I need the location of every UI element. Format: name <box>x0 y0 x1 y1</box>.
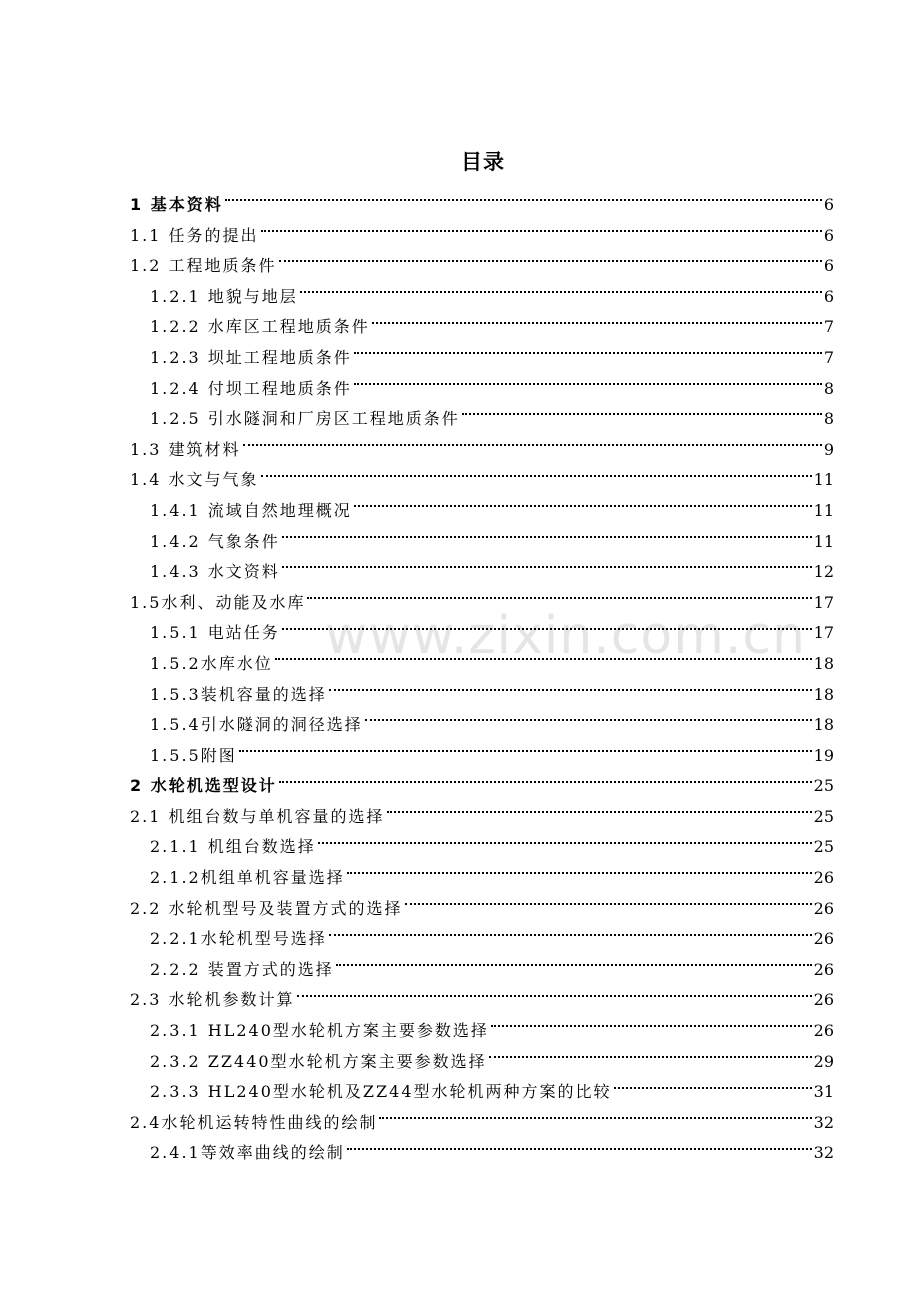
toc-entry-page-number: 26 <box>813 898 834 918</box>
toc-entry-label: 1.3 建筑材料 <box>130 439 241 459</box>
toc-entry-label: 2.1.2机组单机容量选择 <box>150 868 345 888</box>
toc-entry-page-number: 11 <box>813 531 834 551</box>
toc-entry-label: 1.1 任务的提出 <box>130 225 259 245</box>
toc-entry[interactable] <box>130 435 834 466</box>
toc-entry[interactable] <box>130 343 834 374</box>
toc-entry[interactable] <box>130 190 834 221</box>
toc-entry-label: 2.1.1 机组台数选择 <box>150 837 316 857</box>
toc-entry-page-number: 25 <box>813 776 834 796</box>
toc-entry-page-number: 8 <box>823 378 834 398</box>
toc-leader-dots <box>347 1148 812 1150</box>
toc-entry[interactable] <box>130 863 834 894</box>
toc-entry[interactable] <box>130 985 834 1016</box>
toc-entry-label: 1.5水利、动能及水库 <box>130 592 306 612</box>
toc-entry[interactable] <box>130 832 834 863</box>
toc-entry-label: 1.5.3装机容量的选择 <box>150 684 327 704</box>
toc-entry-label: 1.4.2 气象条件 <box>150 531 280 551</box>
toc-entry-page-number: 6 <box>823 195 834 214</box>
toc-entry[interactable] <box>130 894 834 925</box>
toc-leader-dots <box>372 322 822 324</box>
toc-entry-page-number: 7 <box>823 347 834 367</box>
toc-entry-page-number: 25 <box>813 837 834 857</box>
toc-leader-dots <box>282 566 812 568</box>
toc-entry-page-number: 7 <box>823 317 834 337</box>
toc-entry[interactable] <box>130 1047 834 1078</box>
toc-leader-dots <box>279 260 822 262</box>
toc-entry-page-number: 12 <box>813 562 834 582</box>
table-of-contents <box>130 190 834 1169</box>
toc-entry-page-number: 31 <box>813 1082 834 1102</box>
toc-entry-label: 2.4.1等效率曲线的绘制 <box>150 1143 345 1163</box>
toc-entry-page-number: 19 <box>813 745 834 765</box>
toc-entry-label: 1.5.5附图 <box>150 745 237 765</box>
toc-entry[interactable] <box>130 924 834 955</box>
toc-entry[interactable] <box>130 618 834 649</box>
toc-entry-page-number: 11 <box>813 500 834 520</box>
toc-entry[interactable] <box>130 771 834 802</box>
toc-entry-label: 2.3.2 ZZ440型水轮机方案主要参数选择 <box>150 1051 487 1071</box>
toc-entry-label: 2 水轮机选型设计 <box>130 776 277 796</box>
toc-entry-page-number: 6 <box>823 286 834 306</box>
toc-entry-label: 2.3.1 HL240型水轮机方案主要参数选择 <box>150 1021 489 1041</box>
toc-entry[interactable] <box>130 404 834 435</box>
toc-entry-label: 1 基本资料 <box>130 195 223 214</box>
toc-entry[interactable] <box>130 741 834 772</box>
watermark: www.zixin.com.cn <box>325 606 806 666</box>
toc-entry-label: 1.2.5 引水隧洞和厂房区工程地质条件 <box>150 409 460 429</box>
toc-entry-page-number: 26 <box>813 990 834 1010</box>
toc-leader-dots <box>297 995 812 997</box>
toc-entry[interactable] <box>130 221 834 252</box>
toc-entry-label: 1.2.4 付坝工程地质条件 <box>150 378 352 398</box>
toc-entry[interactable] <box>130 802 834 833</box>
toc-leader-dots <box>347 872 812 874</box>
toc-entry-label: 1.4 水文与气象 <box>130 470 259 490</box>
toc-leader-dots <box>282 628 812 630</box>
toc-entry[interactable] <box>130 680 834 711</box>
toc-entry-label: 1.4.3 水文资料 <box>150 562 280 582</box>
toc-entry[interactable] <box>130 1138 834 1169</box>
toc-entry-label: 2.1 机组台数与单机容量的选择 <box>130 806 385 826</box>
toc-entry-page-number: 17 <box>813 623 834 643</box>
toc-leader-dots <box>261 475 812 477</box>
toc-leader-dots <box>243 444 822 446</box>
toc-leader-dots <box>614 1087 812 1089</box>
toc-entry-label: 1.2.2 水库区工程地质条件 <box>150 317 370 337</box>
toc-entry[interactable] <box>130 496 834 527</box>
toc-leader-dots <box>491 1025 812 1027</box>
toc-entry-page-number: 6 <box>823 225 834 245</box>
toc-entry-label: 1.2.3 坝址工程地质条件 <box>150 347 352 367</box>
toc-entry-page-number: 18 <box>813 684 834 704</box>
toc-leader-dots <box>354 505 812 507</box>
toc-leader-dots <box>300 291 822 293</box>
toc-entry-page-number: 18 <box>813 715 834 735</box>
toc-leader-dots <box>387 811 812 813</box>
toc-entry-label: 2.3 水轮机参数计算 <box>130 990 295 1010</box>
toc-entry[interactable] <box>130 312 834 343</box>
toc-entry-page-number: 26 <box>813 1021 834 1041</box>
toc-entry-label: 2.3.3 HL240型水轮机及ZZ44型水轮机两种方案的比较 <box>150 1082 612 1102</box>
toc-entry[interactable] <box>130 251 834 282</box>
toc-entry-page-number: 18 <box>813 653 834 673</box>
toc-leader-dots <box>462 413 822 415</box>
toc-entry-label: 2.2.2 装置方式的选择 <box>150 959 334 979</box>
toc-entry[interactable] <box>130 282 834 313</box>
toc-leader-dots <box>239 750 812 752</box>
toc-entry-page-number: 26 <box>813 868 834 888</box>
toc-entry-page-number: 26 <box>813 929 834 949</box>
toc-entry-page-number: 11 <box>813 470 834 490</box>
toc-entry[interactable] <box>130 955 834 986</box>
toc-entry-label: 1.5.2水库水位 <box>150 653 273 673</box>
toc-entry-label: 2.2.1水轮机型号选择 <box>150 929 327 949</box>
toc-entry-page-number: 26 <box>813 959 834 979</box>
toc-leader-dots <box>329 689 812 691</box>
toc-entry-page-number: 8 <box>823 409 834 429</box>
toc-leader-dots <box>365 719 812 721</box>
toc-leader-dots <box>489 1056 812 1058</box>
toc-entry[interactable] <box>130 649 834 680</box>
toc-entry-label: 1.2 工程地质条件 <box>130 256 277 276</box>
toc-entry[interactable] <box>130 710 834 741</box>
toc-entry-label: 2.4水轮机运转特性曲线的绘制 <box>130 1112 378 1132</box>
toc-leader-dots <box>279 781 812 783</box>
toc-entry[interactable] <box>130 465 834 496</box>
toc-leader-dots <box>336 964 812 966</box>
toc-entry-page-number: 17 <box>813 592 834 612</box>
toc-entry[interactable] <box>130 1077 834 1108</box>
toc-entry[interactable] <box>130 557 834 588</box>
toc-entry-page-number: 6 <box>823 256 834 276</box>
toc-entry[interactable] <box>130 1016 834 1047</box>
toc-entry-page-number: 32 <box>813 1112 834 1132</box>
toc-entry-label: 1.5.1 电站任务 <box>150 623 280 643</box>
toc-entry-page-number: 32 <box>813 1143 834 1163</box>
toc-entry-label: 1.4.1 流域自然地理概况 <box>150 500 352 520</box>
toc-leader-dots <box>282 536 812 538</box>
toc-entry-page-number: 29 <box>813 1051 834 1071</box>
toc-leader-dots <box>329 934 812 936</box>
toc-leader-dots <box>307 597 811 599</box>
toc-leader-dots <box>354 383 822 385</box>
toc-leader-dots <box>318 842 812 844</box>
toc-entry-page-number: 25 <box>813 806 834 826</box>
toc-entry[interactable] <box>130 374 834 405</box>
toc-entry-label: 2.2 水轮机型号及装置方式的选择 <box>130 898 403 918</box>
toc-entry-label: 1.2.1 地貌与地层 <box>150 286 298 306</box>
toc-entry[interactable] <box>130 527 834 558</box>
page-title: 目录 <box>461 150 505 174</box>
toc-entry-label: 1.5.4引水隧洞的洞径选择 <box>150 715 363 735</box>
toc-leader-dots <box>261 230 822 232</box>
toc-leader-dots <box>354 352 822 354</box>
toc-entry[interactable] <box>130 588 834 619</box>
toc-entry-page-number: 9 <box>823 439 834 459</box>
toc-entry[interactable] <box>130 1108 834 1139</box>
toc-leader-dots <box>225 199 822 201</box>
toc-leader-dots <box>405 903 812 905</box>
toc-leader-dots <box>379 1117 811 1119</box>
toc-leader-dots <box>275 658 812 660</box>
